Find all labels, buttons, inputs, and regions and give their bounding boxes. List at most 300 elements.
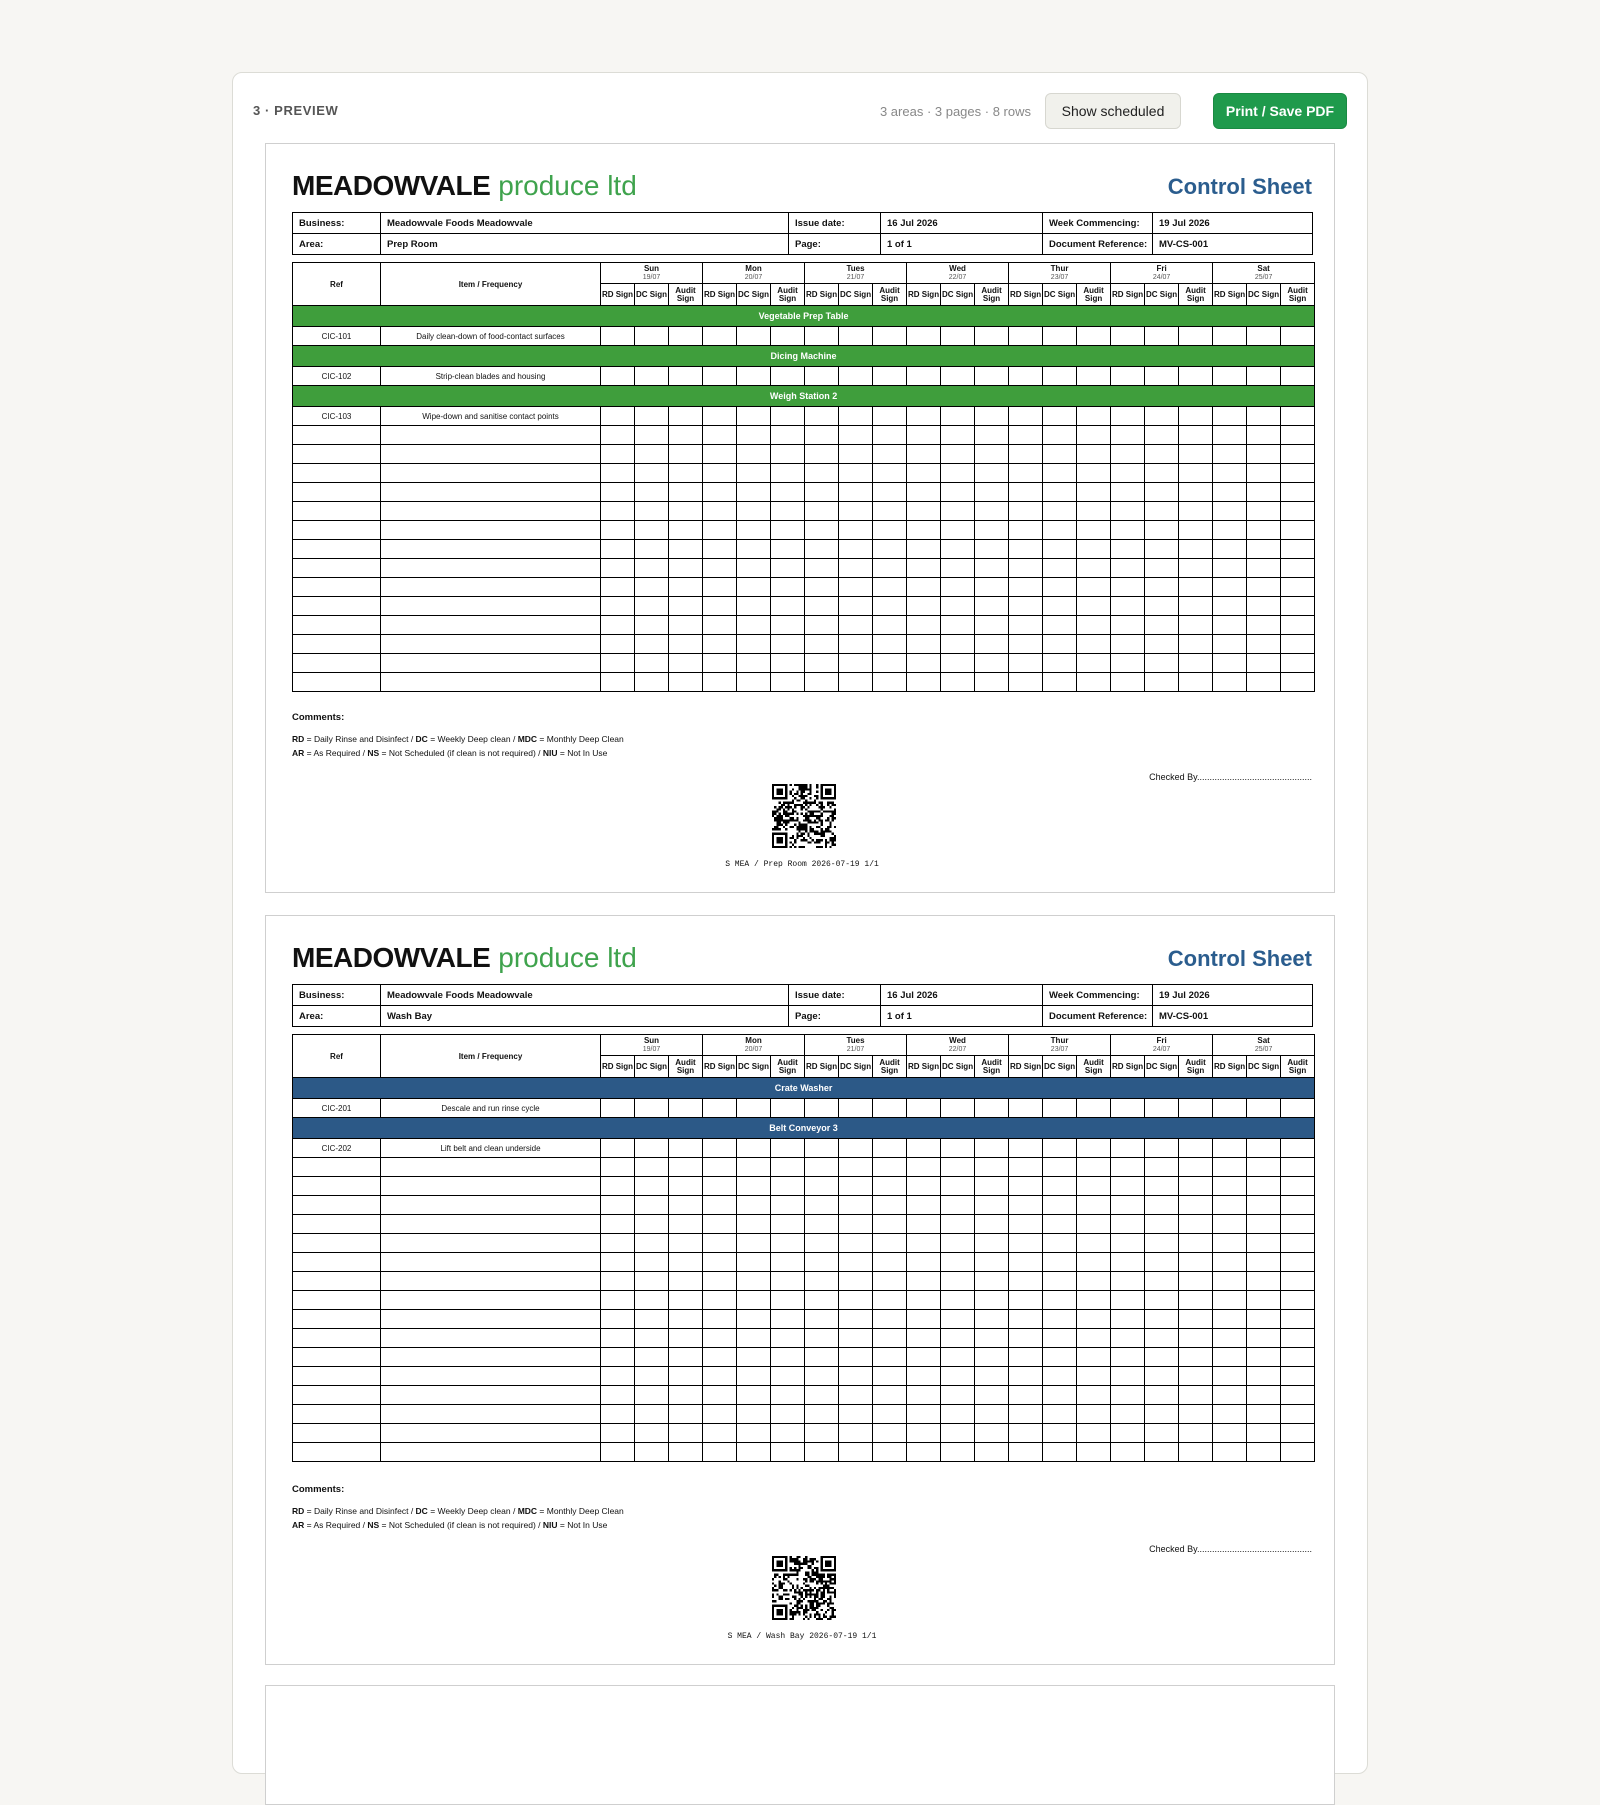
blank-cell	[381, 1158, 601, 1177]
blank-cell	[669, 1348, 703, 1367]
blank-cell	[737, 1177, 771, 1196]
blank-cell	[1247, 1367, 1281, 1386]
blank-cell	[941, 1424, 975, 1443]
blank-cell	[975, 1158, 1009, 1177]
blank-cell	[1145, 1253, 1179, 1272]
blank-cell	[907, 1310, 941, 1329]
blank-cell	[703, 445, 737, 464]
area-value: Wash Bay	[381, 1006, 789, 1027]
blank-cell	[669, 1177, 703, 1196]
blank-cell	[941, 1310, 975, 1329]
table-row	[293, 367, 1315, 386]
sign-cell	[635, 1099, 669, 1118]
blank-cell	[669, 578, 703, 597]
blank-cell	[839, 1405, 873, 1424]
legend: RD = Daily Rinse and Disinfect / DC = Weekly Deep clean / MDC = Monthly Deep Clean AR = As Required / NS = Not Scheduled (if clean is not required) / NIU = Not In Use	[292, 734, 624, 758]
blank-cell	[669, 1253, 703, 1272]
blank-cell	[1213, 559, 1247, 578]
day-header	[1009, 263, 1111, 284]
blank-cell	[1145, 1405, 1179, 1424]
blank-cell	[669, 1158, 703, 1177]
blank-cell	[1043, 502, 1077, 521]
sign-cell	[1009, 1139, 1043, 1158]
sign-cell	[1247, 367, 1281, 386]
blank-cell	[669, 1386, 703, 1405]
sign-cell	[805, 1139, 839, 1158]
blank-cell	[1111, 521, 1145, 540]
sign-cell	[873, 327, 907, 346]
blank-cell	[381, 635, 601, 654]
blank-cell	[1145, 445, 1179, 464]
blank-cell	[381, 578, 601, 597]
blank-cell	[839, 1367, 873, 1386]
blank-cell	[1179, 502, 1213, 521]
blank-cell	[873, 1329, 907, 1348]
sign-column-header: Audit Sign	[1281, 284, 1315, 306]
blank-cell	[381, 445, 601, 464]
blank-cell	[737, 1367, 771, 1386]
sign-cell	[941, 367, 975, 386]
blank-cell	[293, 464, 381, 483]
blank-cell	[839, 483, 873, 502]
blank-cell	[1009, 654, 1043, 673]
sign-cell	[1213, 327, 1247, 346]
blank-cell	[669, 464, 703, 483]
blank-cell	[381, 502, 601, 521]
blank-cell	[635, 1405, 669, 1424]
blank-cell	[703, 540, 737, 559]
print-save-pdf-button[interactable]: Print / Save PDF	[1213, 93, 1347, 129]
blank-cell	[1111, 559, 1145, 578]
blank-row	[293, 635, 1315, 654]
blank-cell	[1043, 521, 1077, 540]
blank-cell	[669, 445, 703, 464]
blank-cell	[1077, 1177, 1111, 1196]
sign-cell	[669, 367, 703, 386]
blank-cell	[1077, 673, 1111, 692]
blank-row	[293, 1234, 1315, 1253]
sign-cell	[805, 327, 839, 346]
blank-cell	[601, 1386, 635, 1405]
sign-cell	[703, 367, 737, 386]
blank-cell	[1009, 578, 1043, 597]
blank-cell	[1213, 1177, 1247, 1196]
blank-cell	[1077, 445, 1111, 464]
blank-cell	[1145, 1424, 1179, 1443]
blank-cell	[975, 1405, 1009, 1424]
blank-cell	[771, 1367, 805, 1386]
blank-cell	[771, 673, 805, 692]
blank-cell	[873, 635, 907, 654]
blank-cell	[1043, 1386, 1077, 1405]
blank-cell	[805, 635, 839, 654]
preview-summary: 3 areas · 3 pages · 8 rows	[879, 104, 1031, 119]
blank-cell	[771, 1291, 805, 1310]
blank-cell	[1043, 1158, 1077, 1177]
blank-cell	[737, 559, 771, 578]
sign-cell	[703, 1099, 737, 1118]
blank-cell	[839, 521, 873, 540]
blank-cell	[839, 1424, 873, 1443]
blank-cell	[907, 1443, 941, 1462]
blank-cell	[975, 1291, 1009, 1310]
blank-row	[293, 445, 1315, 464]
sign-cell	[1281, 1139, 1315, 1158]
blank-cell	[907, 635, 941, 654]
blank-cell	[873, 1386, 907, 1405]
blank-cell	[1213, 578, 1247, 597]
day-name: Mon	[745, 264, 762, 273]
sign-cell	[873, 1139, 907, 1158]
blank-cell	[771, 1215, 805, 1234]
blank-cell	[975, 1348, 1009, 1367]
blank-cell	[635, 1443, 669, 1462]
blank-cell	[635, 597, 669, 616]
blank-cell	[293, 1272, 381, 1291]
blank-cell	[1145, 1177, 1179, 1196]
blank-cell	[293, 673, 381, 692]
blank-row	[293, 521, 1315, 540]
blank-cell	[1111, 597, 1145, 616]
sign-cell	[1111, 327, 1145, 346]
blank-cell	[381, 1215, 601, 1234]
blank-cell	[737, 616, 771, 635]
blank-cell	[669, 654, 703, 673]
sign-column-header: Audit Sign	[975, 284, 1009, 306]
blank-cell	[1077, 1310, 1111, 1329]
day-name: Sat	[1257, 1036, 1270, 1045]
blank-cell	[293, 1424, 381, 1443]
blank-cell	[703, 502, 737, 521]
item-column-header: Item / Frequency	[381, 1035, 601, 1078]
sign-column-header: RD Sign	[907, 284, 941, 306]
blank-cell	[839, 502, 873, 521]
blank-cell	[1281, 1443, 1315, 1462]
blank-cell	[293, 1215, 381, 1234]
blank-cell	[771, 654, 805, 673]
blank-cell	[805, 521, 839, 540]
blank-cell	[975, 521, 1009, 540]
blank-cell	[1213, 1291, 1247, 1310]
blank-cell	[669, 1443, 703, 1462]
blank-cell	[1213, 1329, 1247, 1348]
day-header	[1111, 263, 1213, 284]
blank-cell	[601, 1215, 635, 1234]
blank-cell	[805, 654, 839, 673]
blank-cell	[1077, 483, 1111, 502]
blank-cell	[1009, 1329, 1043, 1348]
blank-cell	[1281, 635, 1315, 654]
blank-cell	[1145, 1386, 1179, 1405]
blank-cell	[381, 1405, 601, 1424]
blank-row	[293, 1158, 1315, 1177]
blank-cell	[839, 1177, 873, 1196]
sign-column-header: RD Sign	[703, 1056, 737, 1078]
equipment-section-header: Crate Washer	[293, 1078, 1315, 1099]
blank-cell	[1179, 1443, 1213, 1462]
blank-cell	[1077, 559, 1111, 578]
sign-column-header: Audit Sign	[1179, 1056, 1213, 1078]
blank-cell	[635, 1291, 669, 1310]
blank-cell	[1179, 1386, 1213, 1405]
blank-cell	[1281, 540, 1315, 559]
blank-cell	[1213, 502, 1247, 521]
blank-cell	[975, 1177, 1009, 1196]
blank-cell	[737, 1291, 771, 1310]
equipment-section-header: Vegetable Prep Table	[293, 306, 1315, 327]
blank-cell	[873, 1310, 907, 1329]
blank-cell	[805, 1253, 839, 1272]
blank-cell	[941, 673, 975, 692]
blank-cell	[1247, 1291, 1281, 1310]
blank-cell	[737, 1310, 771, 1329]
blank-cell	[1009, 1234, 1043, 1253]
blank-cell	[805, 597, 839, 616]
blank-cell	[1213, 1310, 1247, 1329]
blank-cell	[1009, 1386, 1043, 1405]
day-header	[601, 263, 703, 284]
sign-cell	[907, 327, 941, 346]
blank-cell	[635, 654, 669, 673]
blank-cell	[669, 1329, 703, 1348]
sign-cell	[1043, 407, 1077, 426]
blank-cell	[1043, 654, 1077, 673]
blank-cell	[635, 616, 669, 635]
blank-cell	[1043, 426, 1077, 445]
sign-cell	[1145, 1139, 1179, 1158]
blank-cell	[941, 1348, 975, 1367]
sign-cell	[1179, 1139, 1213, 1158]
blank-cell	[635, 521, 669, 540]
blank-cell	[1247, 578, 1281, 597]
page-label: Page:	[789, 1006, 881, 1027]
blank-cell	[703, 1196, 737, 1215]
page-label: Page:	[789, 234, 881, 255]
ref-column-header: Ref	[293, 1035, 381, 1078]
blank-cell	[873, 521, 907, 540]
blank-cell	[293, 502, 381, 521]
blank-cell	[669, 673, 703, 692]
sign-cell	[1213, 367, 1247, 386]
day-name: Thur	[1050, 1036, 1069, 1045]
blank-cell	[1247, 654, 1281, 673]
blank-cell	[805, 445, 839, 464]
blank-cell	[975, 616, 1009, 635]
blank-cell	[1043, 1310, 1077, 1329]
sign-cell	[1179, 1099, 1213, 1118]
blank-cell	[1145, 1272, 1179, 1291]
blank-cell	[873, 1443, 907, 1462]
blank-cell	[839, 597, 873, 616]
sign-cell	[1247, 1099, 1281, 1118]
blank-cell	[941, 1177, 975, 1196]
blank-cell	[907, 540, 941, 559]
blank-cell	[635, 445, 669, 464]
blank-cell	[771, 1272, 805, 1291]
sign-cell	[1043, 1139, 1077, 1158]
blank-cell	[1145, 1348, 1179, 1367]
day-name: Mon	[745, 1036, 762, 1045]
blank-cell	[703, 1386, 737, 1405]
blank-cell	[1213, 426, 1247, 445]
week-commencing-value: 19 Jul 2026	[1153, 213, 1313, 234]
blank-cell	[805, 1234, 839, 1253]
blank-cell	[941, 616, 975, 635]
blank-cell	[1281, 1291, 1315, 1310]
blank-cell	[601, 635, 635, 654]
ref-column-header: Ref	[293, 263, 381, 306]
blank-cell	[1077, 1196, 1111, 1215]
blank-cell	[771, 540, 805, 559]
blank-cell	[1111, 464, 1145, 483]
day-name: Fri	[1156, 1036, 1167, 1045]
blank-cell	[1077, 464, 1111, 483]
item-column-header: Item / Frequency	[381, 263, 601, 306]
blank-cell	[771, 521, 805, 540]
blank-cell	[907, 559, 941, 578]
blank-cell	[1145, 540, 1179, 559]
blank-cell	[1247, 597, 1281, 616]
blank-cell	[1247, 1234, 1281, 1253]
blank-cell	[941, 1158, 975, 1177]
blank-cell	[381, 426, 601, 445]
blank-cell	[737, 1386, 771, 1405]
sign-cell	[771, 327, 805, 346]
blank-cell	[941, 1215, 975, 1234]
sign-cell	[873, 367, 907, 386]
sign-column-header: RD Sign	[703, 284, 737, 306]
sign-cell	[1281, 327, 1315, 346]
blank-cell	[635, 673, 669, 692]
blank-cell	[703, 597, 737, 616]
blank-cell	[1213, 597, 1247, 616]
blank-cell	[601, 1329, 635, 1348]
blank-cell	[1111, 1234, 1145, 1253]
blank-cell	[1043, 1234, 1077, 1253]
blank-cell	[635, 1310, 669, 1329]
sign-cell	[1281, 407, 1315, 426]
blank-cell	[873, 1367, 907, 1386]
blank-cell	[1009, 1310, 1043, 1329]
blank-cell	[907, 1158, 941, 1177]
blank-cell	[1179, 1405, 1213, 1424]
blank-cell	[1247, 1443, 1281, 1462]
blank-cell	[873, 616, 907, 635]
blank-cell	[941, 1291, 975, 1310]
sign-cell	[635, 327, 669, 346]
blank-cell	[1213, 1367, 1247, 1386]
blank-cell	[737, 445, 771, 464]
blank-cell	[1179, 1310, 1213, 1329]
control-sheet-page	[265, 1685, 1335, 1805]
blank-cell	[381, 464, 601, 483]
blank-row	[293, 464, 1315, 483]
blank-cell	[1077, 654, 1111, 673]
sign-cell	[737, 327, 771, 346]
blank-cell	[1111, 1196, 1145, 1215]
blank-cell	[873, 1177, 907, 1196]
blank-cell	[1077, 1367, 1111, 1386]
cleaning-schedule-table	[292, 1034, 1315, 1462]
blank-cell	[873, 673, 907, 692]
blank-cell	[771, 1177, 805, 1196]
blank-cell	[873, 1424, 907, 1443]
blank-cell	[1145, 1310, 1179, 1329]
blank-cell	[1281, 1329, 1315, 1348]
blank-cell	[381, 1253, 601, 1272]
blank-cell	[771, 1329, 805, 1348]
table-row	[293, 1139, 1315, 1158]
blank-cell	[1213, 1272, 1247, 1291]
blank-cell	[1247, 1310, 1281, 1329]
sign-column-header: RD Sign	[1009, 284, 1043, 306]
blank-cell	[1043, 1272, 1077, 1291]
day-header	[1213, 263, 1315, 284]
blank-cell	[771, 502, 805, 521]
blank-cell	[1213, 1234, 1247, 1253]
blank-cell	[1111, 426, 1145, 445]
blank-row	[293, 654, 1315, 673]
blank-cell	[381, 1177, 601, 1196]
table-row	[293, 327, 1315, 346]
blank-cell	[873, 464, 907, 483]
blank-cell	[1077, 1253, 1111, 1272]
day-date: 25/07	[1254, 1046, 1273, 1053]
blank-cell	[1043, 1348, 1077, 1367]
blank-cell	[381, 1386, 601, 1405]
blank-cell	[1009, 426, 1043, 445]
blank-cell	[293, 1196, 381, 1215]
blank-row	[293, 1386, 1315, 1405]
day-date: 20/07	[744, 1046, 763, 1053]
blank-cell	[1077, 597, 1111, 616]
week-commencing-label: Week Commencing:	[1043, 985, 1153, 1006]
show-scheduled-button[interactable]: Show scheduled	[1045, 93, 1181, 129]
blank-cell	[381, 654, 601, 673]
blank-cell	[805, 578, 839, 597]
blank-cell	[907, 502, 941, 521]
blank-cell	[737, 1253, 771, 1272]
blank-cell	[907, 1405, 941, 1424]
blank-cell	[941, 1405, 975, 1424]
blank-cell	[737, 540, 771, 559]
blank-cell	[1111, 616, 1145, 635]
blank-cell	[1247, 426, 1281, 445]
blank-cell	[1145, 1367, 1179, 1386]
day-header	[805, 1035, 907, 1056]
blank-cell	[975, 445, 1009, 464]
blank-cell	[805, 483, 839, 502]
blank-cell	[1077, 1405, 1111, 1424]
blank-cell	[737, 1234, 771, 1253]
blank-cell	[737, 1272, 771, 1291]
blank-cell	[1043, 616, 1077, 635]
blank-cell	[1281, 578, 1315, 597]
blank-cell	[975, 1272, 1009, 1291]
blank-cell	[737, 654, 771, 673]
blank-cell	[601, 654, 635, 673]
blank-row	[293, 673, 1315, 692]
blank-cell	[293, 445, 381, 464]
sign-cell	[975, 407, 1009, 426]
blank-cell	[601, 502, 635, 521]
sign-cell	[873, 1099, 907, 1118]
sign-cell	[703, 407, 737, 426]
blank-cell	[635, 502, 669, 521]
sign-cell	[941, 1099, 975, 1118]
blank-cell	[635, 1215, 669, 1234]
blank-cell	[1179, 1234, 1213, 1253]
